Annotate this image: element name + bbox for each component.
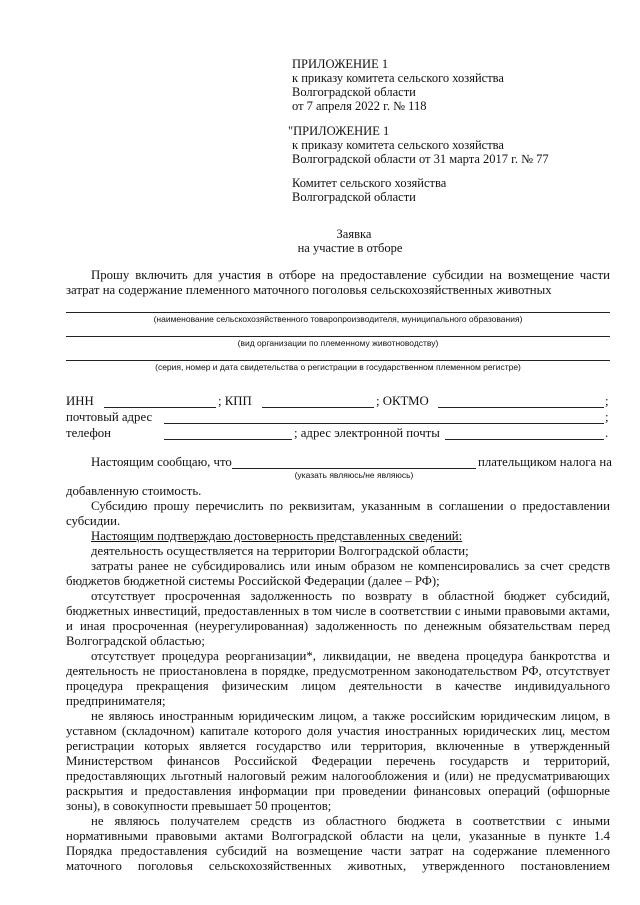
certificate-line[interactable] <box>66 360 610 361</box>
prior-appendix-title: "ПРИЛОЖЕНИЕ 1 <box>288 124 390 138</box>
appendix-order-line: к приказу комитета сельского хозяйства <box>292 71 504 85</box>
prior-appendix-date-line: Волгоградской области от 31 марта 2017 г. № 77 <box>292 152 549 166</box>
confirm-line: предоставляющих льготный налоговый режим налогообложения и (или) не предусматривающих <box>66 769 610 783</box>
inn-label: ИНН <box>66 394 94 408</box>
confirm-line: Министерством финансов Российской Федерации перечень государств и территорий, <box>66 754 610 768</box>
vat-status-caption: (указать являюсь/не являюсь) <box>294 470 414 480</box>
confirm-line: Волгоградской областью; <box>66 634 205 648</box>
confirm-line: маточного поголовья сельскохозяйственных животных, утвержденного постановлением <box>66 859 610 873</box>
confirm-line: раскрытия и предоставления информации при проведении финансовых операций (офшорные <box>66 784 610 798</box>
requisites-line-2: субсидии. <box>66 514 121 528</box>
confirm-line: и иная просроченная (неурегулированная) задолженность по денежным обязательствам перед <box>66 619 610 633</box>
certificate-caption: (серия, номер и дата свидетельства о регистрации в государственном племенном регистре) <box>155 362 521 372</box>
confirm-line: бюджетов бюджетной системы Российской Федерации (далее – РФ); <box>66 574 440 588</box>
confirm-line: деятельность не приостановлена в порядке, предусмотренном законодательством РФ, отсутствует <box>66 664 610 678</box>
confirm-line: не являюсь иностранным юридическим лицом, а также российским юридическим лицом, в <box>91 709 610 723</box>
producer-caption: (наименование сельскохозяйственного товаропроизводителя, муниципального образования) <box>153 314 523 324</box>
phone-label: телефон <box>66 426 112 440</box>
confirm-line: предпринимателя; <box>66 694 166 708</box>
postal-label: почтовый адрес <box>66 410 153 424</box>
request-line-2: затрат на содержание племенного маточного поголовья сельскохозяйственных животных <box>66 283 552 297</box>
kpp-input[interactable] <box>262 407 374 408</box>
confirm-line: отсутствует процедура реорганизации*, ликвидации, не введена процедура банкротства и <box>91 649 610 663</box>
confirm-line: уставном (складочном) капитале которого доля участия иностранных юридических лиц, местом <box>66 724 610 738</box>
kpp-label: ; КПП <box>218 394 252 408</box>
email-label: ; адрес электронной почты <box>294 426 440 440</box>
appendix-region-line: Волгоградской области <box>292 85 416 99</box>
email-end: . <box>605 426 609 440</box>
appendix-date-line: от 7 апреля 2022 г. № 118 <box>292 99 427 113</box>
form-title-sub: на участие в отборе <box>297 241 403 255</box>
confirm-line: процедура прекращения физическим лицом деятельности в качестве индивидуального <box>66 679 610 693</box>
inn-input[interactable] <box>104 407 216 408</box>
postal-end: ; <box>605 410 609 424</box>
requisites-line-1: Субсидию прошу перечислить по реквизитам, указанным в соглашении о предоставлении <box>91 499 610 513</box>
oktmo-end: ; <box>605 394 609 408</box>
vat-prefix: Настоящим сообщаю, что <box>91 455 232 469</box>
producer-name-line[interactable] <box>66 312 610 313</box>
phone-input[interactable] <box>164 439 292 440</box>
prior-appendix-order-line: к приказу комитета сельского хозяйства <box>292 138 504 152</box>
vat-suffix: плательщиком налога на <box>478 455 612 469</box>
confirm-line: регистрации которых является государство или территория, включенные в утвержденный <box>66 739 610 753</box>
confirm-line: отсутствует просроченная задолженность по возврату в областной бюджет субсидий, <box>91 589 610 603</box>
confirm-line: затраты ранее не субсидировались или иным образом не компенсировались за счет средств <box>91 559 610 573</box>
confirm-line: Порядка предоставления субсидий на возмещение части затрат на содержание племенного <box>66 844 610 858</box>
confirm-line: деятельность осуществляется на территории Волгоградской области; <box>91 544 469 558</box>
confirm-line: зоны), в совокупности превышает 50 процентов; <box>66 799 332 813</box>
postal-input[interactable] <box>164 423 604 424</box>
confirm-line: бюджетных инвестиций, предоставленных в том числе в соответствии с иными правовыми актами, <box>66 604 610 618</box>
addressee-line-1: Комитет сельского хозяйства <box>292 176 447 190</box>
org-type-line[interactable] <box>66 336 610 337</box>
confirm-line: нормативными правовыми актами Волгоградской области на цели, указанные в пункте 1.4 <box>66 829 610 843</box>
addressee-line-2: Волгоградской области <box>292 190 416 204</box>
confirm-heading: Настоящим подтверждаю достоверность представленных сведений: <box>91 529 463 543</box>
request-line-1: Прошу включить для участия в отборе на предоставление субсидии на возмещение части <box>91 268 610 282</box>
form-title-main: Заявка <box>336 227 372 241</box>
oktmo-label: ; ОКТМО <box>376 394 429 408</box>
appendix-title: ПРИЛОЖЕНИЕ 1 <box>292 57 389 71</box>
vat-status-input[interactable] <box>232 468 476 469</box>
oktmo-input[interactable] <box>438 407 604 408</box>
vat-continuation: добавленную стоимость. <box>66 484 202 498</box>
email-input[interactable] <box>445 439 604 440</box>
confirm-line: не являюсь получателем средств из областного бюджета в соответствии с иными <box>91 814 610 828</box>
org-type-caption: (вид организации по племенному животноводству) <box>237 338 439 348</box>
